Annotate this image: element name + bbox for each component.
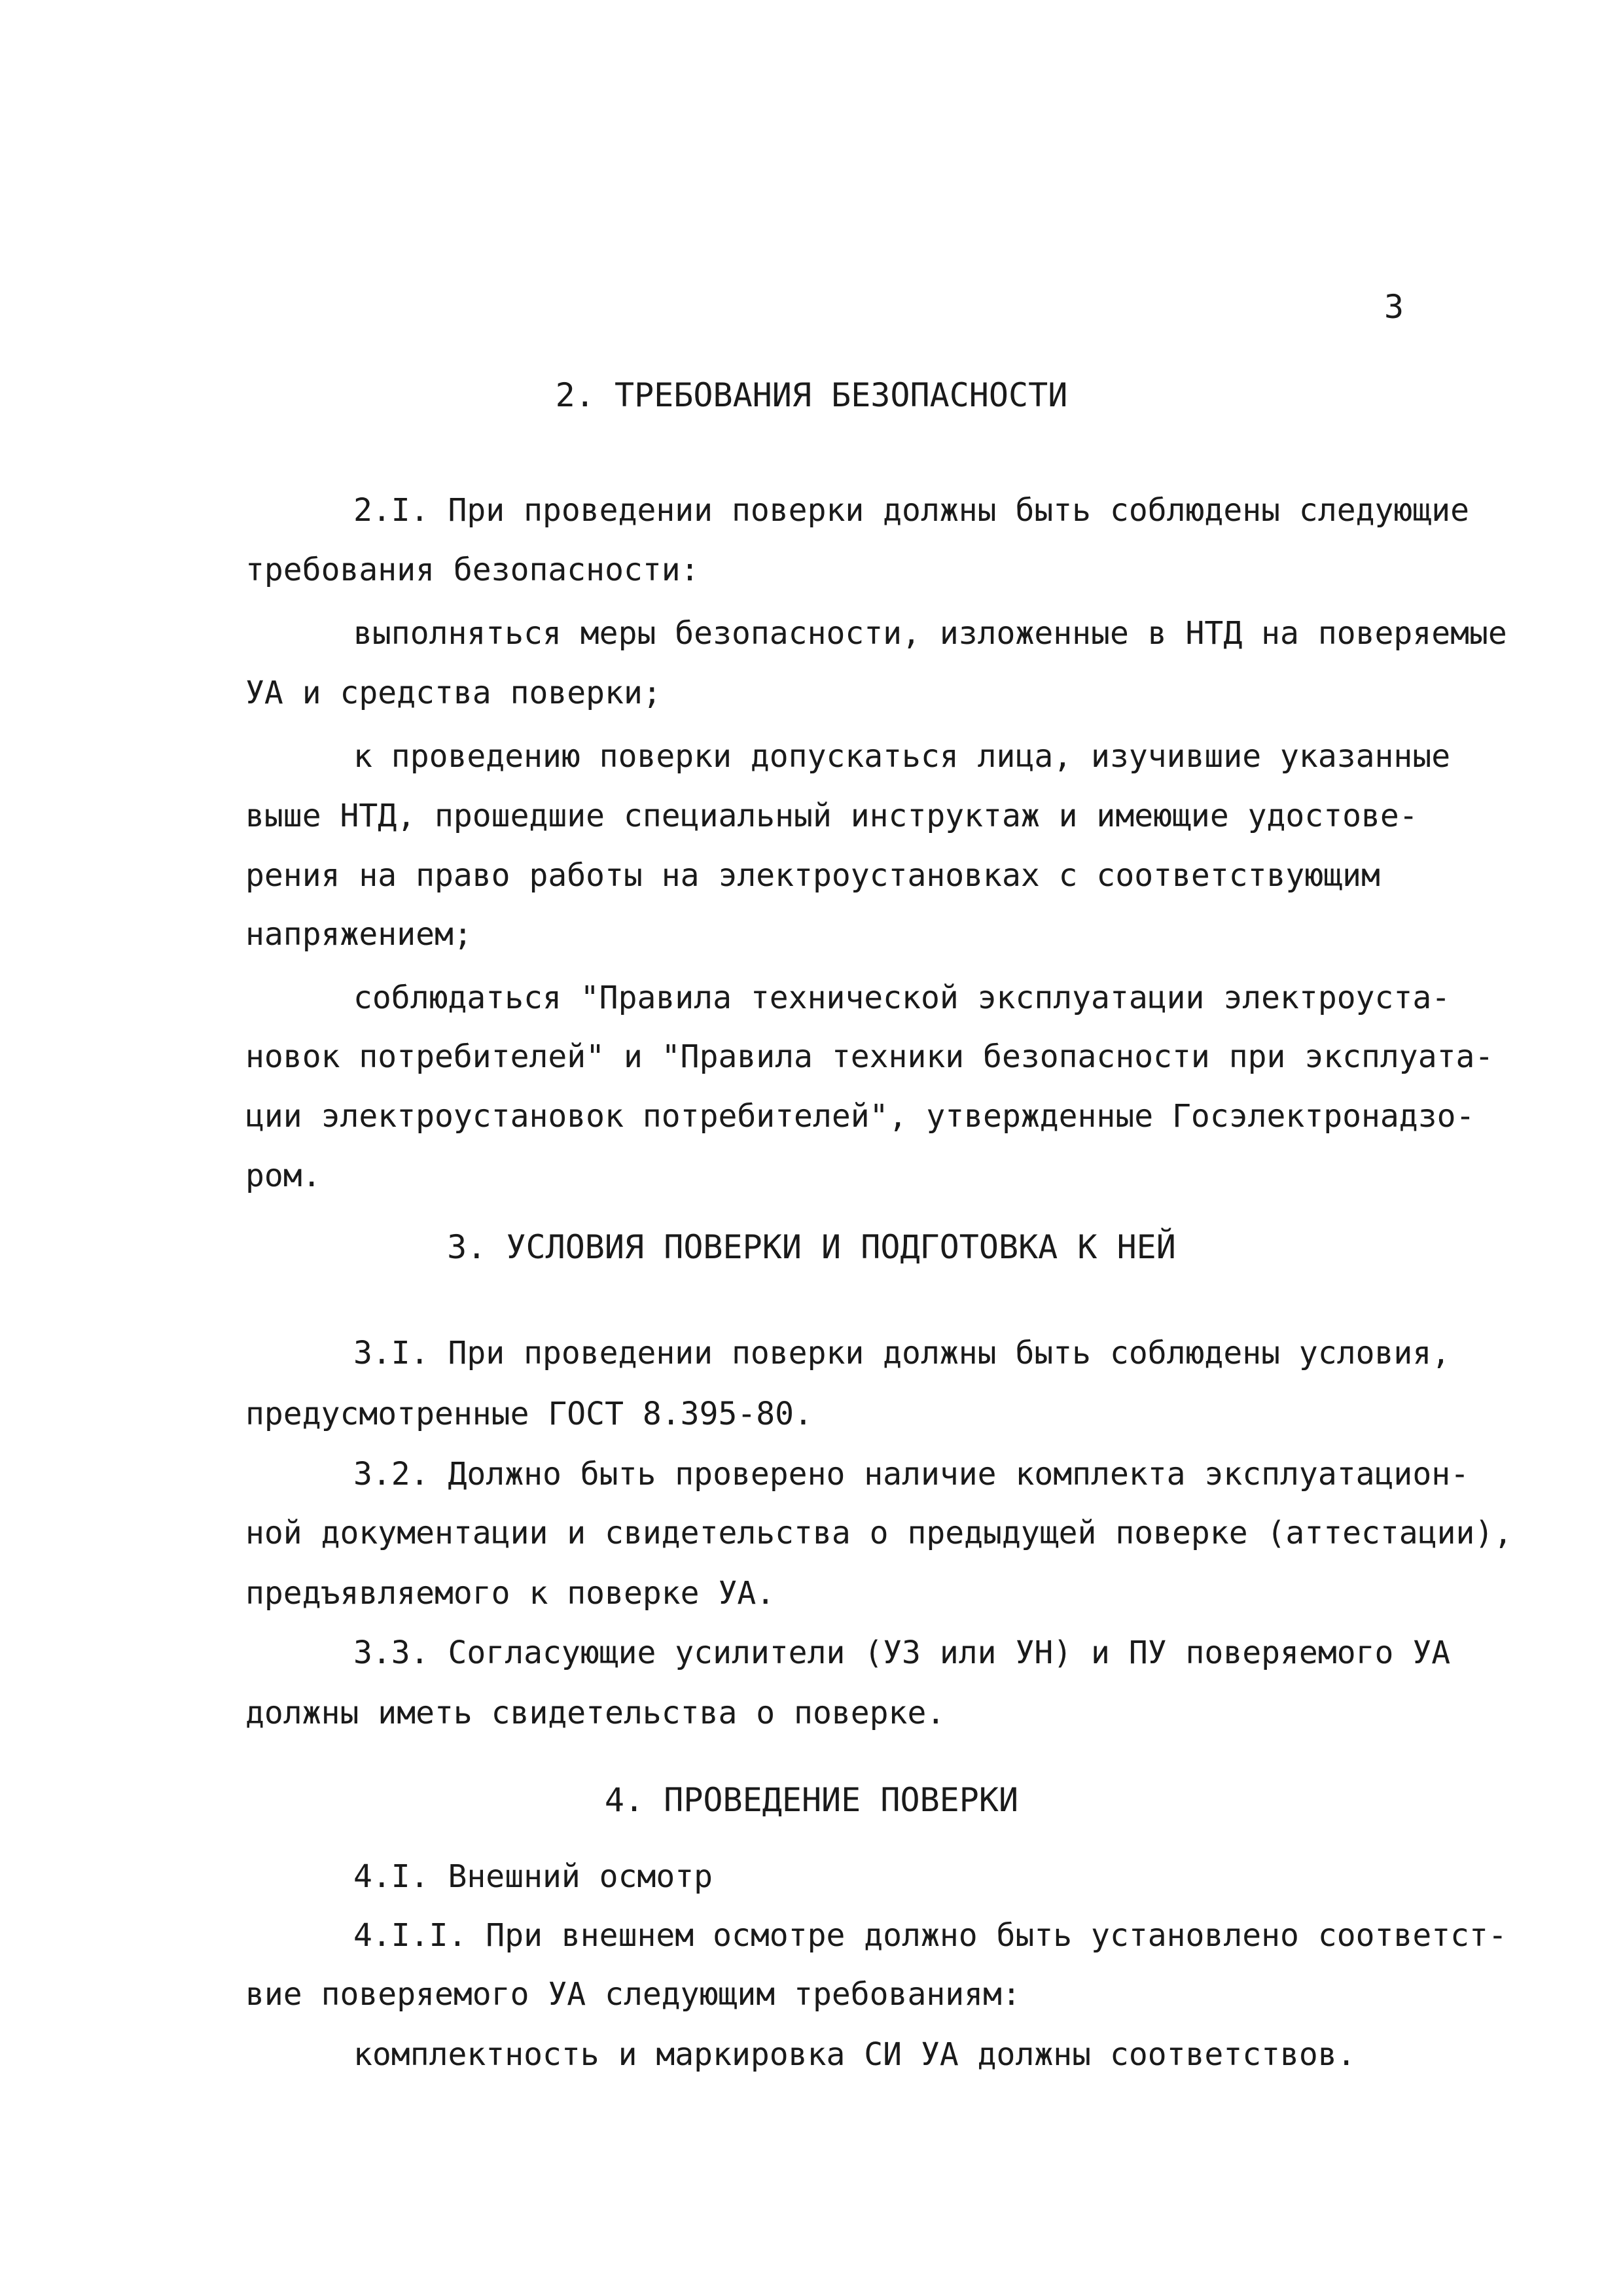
- paragraph-line: ции электроустановок потребителей", утвержденные Госэлектронадзо-: [245, 1098, 1475, 1135]
- paragraph-line: выше НТД, прошедшие специальный инструктаж и имеющие удостове-: [245, 798, 1418, 834]
- paragraph-line: комплектность и маркировка СИ УА должны соответствов.: [353, 2036, 1356, 2073]
- paragraph-line: рения на право работы на электроустановках с соответствующим: [245, 857, 1380, 894]
- paragraph-line: напряжением;: [245, 916, 473, 953]
- paragraph-line: 3.2. Должно быть проверено наличие комплекта эксплуатацион-: [353, 1456, 1470, 1492]
- paragraph-line: требования безопасности:: [245, 552, 700, 588]
- paragraph-line: к проведению поверки допускаться лица, изучившие указанные: [353, 738, 1451, 775]
- paragraph-line: предъявляемого к поверке УА.: [245, 1575, 776, 1612]
- section-heading-safety: 2. ТРЕБОВАНИЯ БЕЗОПАСНОСТИ: [555, 376, 1068, 414]
- paragraph-line: УА и средства поверки;: [245, 675, 662, 711]
- section-heading-verification: 4. ПРОВЕДЕНИЕ ПОВЕРКИ: [604, 1781, 1019, 1819]
- paragraph-line: ром.: [245, 1157, 321, 1194]
- paragraph-line: 2.I. При проведении поверки должны быть соблюдены следующие: [353, 492, 1470, 529]
- paragraph-line: вие поверяемого УА следующим требованиям:: [245, 1976, 1021, 2013]
- paragraph-line: ной документации и свидетельства о предыдущей поверке (аттестации),: [245, 1515, 1513, 1551]
- section-heading-conditions: 3. УСЛОВИЯ ПОВЕРКИ И ПОДГОТОВКА К НЕЙ: [447, 1228, 1176, 1266]
- paragraph-line: соблюдаться "Правила технической эксплуатации электроуста-: [353, 980, 1451, 1016]
- paragraph-line: предусмотренные ГОСТ 8.395-80.: [245, 1396, 813, 1432]
- paragraph-line: 3.I. При проведении поверки должны быть соблюдены условия,: [353, 1335, 1451, 1371]
- paragraph-line: 4.I. Внешний осмотр: [353, 1858, 713, 1895]
- paragraph-line: 3.3. Согласующие усилители (УЗ или УН) и ПУ поверяемого УА: [353, 1634, 1451, 1671]
- paragraph-line: 4.I.I. При внешнем осмотре должно быть установлено соответст-: [353, 1917, 1507, 1954]
- paragraph-line: должны иметь свидетельства о поверке.: [245, 1695, 946, 1731]
- paragraph-line: новок потребителей" и "Правила техники безопасности при эксплуата-: [245, 1038, 1494, 1075]
- page-number: 3: [1384, 288, 1404, 326]
- paragraph-line: выполняться меры безопасности, изложенные в НТД на поверяемые: [353, 615, 1507, 652]
